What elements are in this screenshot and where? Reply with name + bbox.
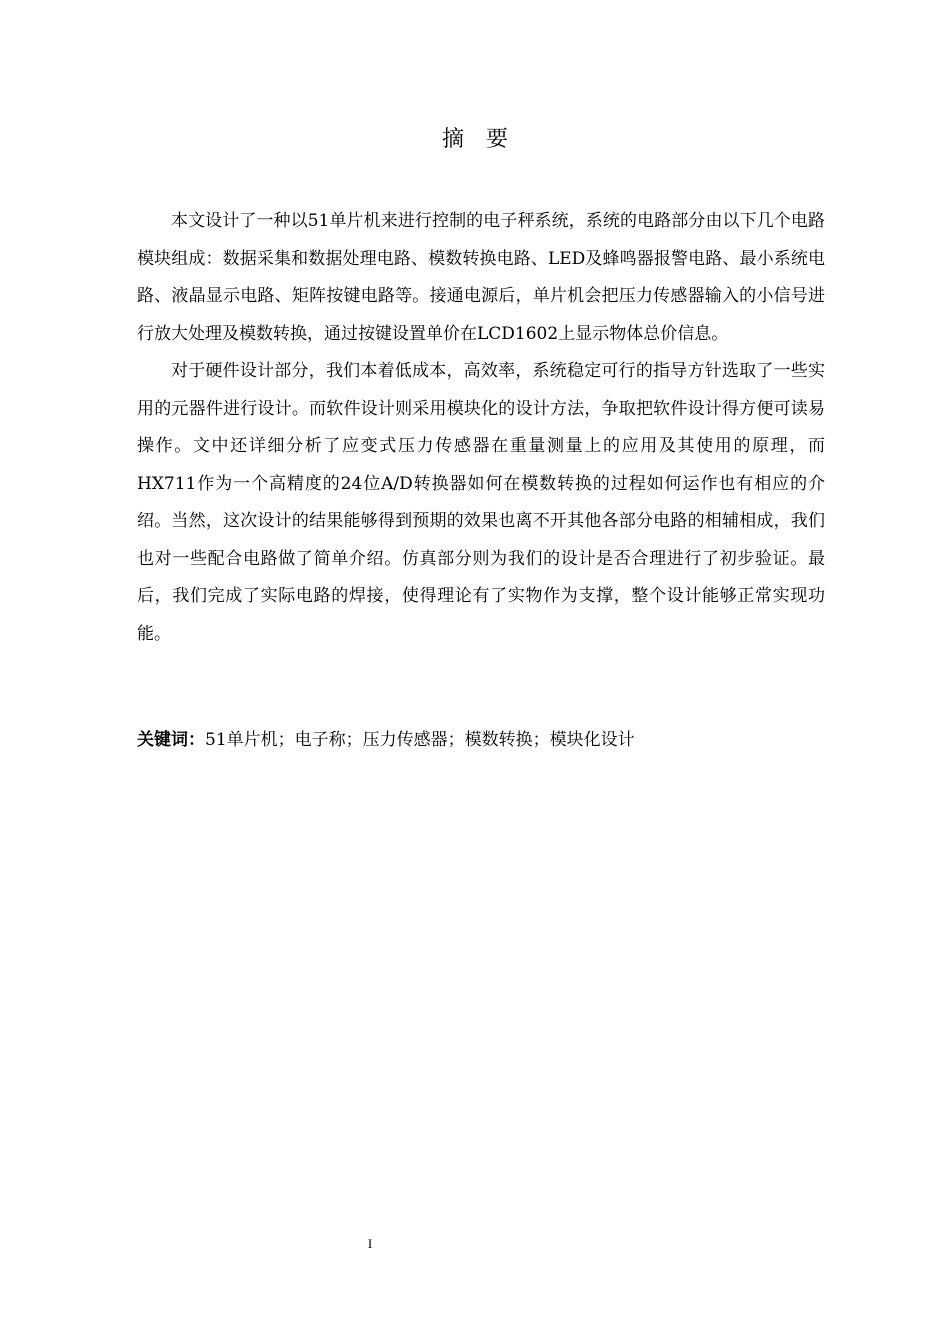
keywords-label: 关键词： xyxy=(137,730,205,750)
abstract-body xyxy=(137,203,825,653)
keywords-line xyxy=(137,725,825,755)
abstract-paragraph-2: 对于硬件设计部分，我们本着低成本，高效率，系统稳定可行的指导方针选取了一些实用的元器件进行设计。而软件设计则采用模块化的设计方法，争取把软件设计得方便可读易操作。文中还详细分析了应变式压力传感器在重量测量上的应用及其使用的原理，而HX711作为一个高精度的24位A/D转换器如何在模数转换的过程如何运作也有相应的介绍。当然，这次设计的结果能够得到预期的效果也离不开其他各部分电路的相辅相成，我们也对一些配合电路做了简单介绍。仿真部分则为我们的设计是否合理进行了初步验证。最后，我们完成了实际电路的焊接，使得理论有了实物作为支撑，整个设计能够正常实现功能。 xyxy=(137,361,825,644)
keywords-text: 51单片机；电子称；压力传感器；模数转换；模块化设计 xyxy=(205,730,635,750)
page-number: I xyxy=(367,1236,373,1251)
page-title: 摘要 xyxy=(441,127,530,152)
abstract-paragraph-1: 本文设计了一种以51单片机来进行控制的电子秤系统，系统的电路部分由以下几个电路模块组成：数据采集和数据处理电路、模数转换电路、LED及蜂鸣器报警电路、最小系统电路、液晶显示电路、矩阵按键电路等。接通电源后，单片机会把压力传感器输入的小信号进行放大处理及模数转换，通过按键设置单价在LCD1602上显示物体总价信息。 xyxy=(137,211,825,344)
